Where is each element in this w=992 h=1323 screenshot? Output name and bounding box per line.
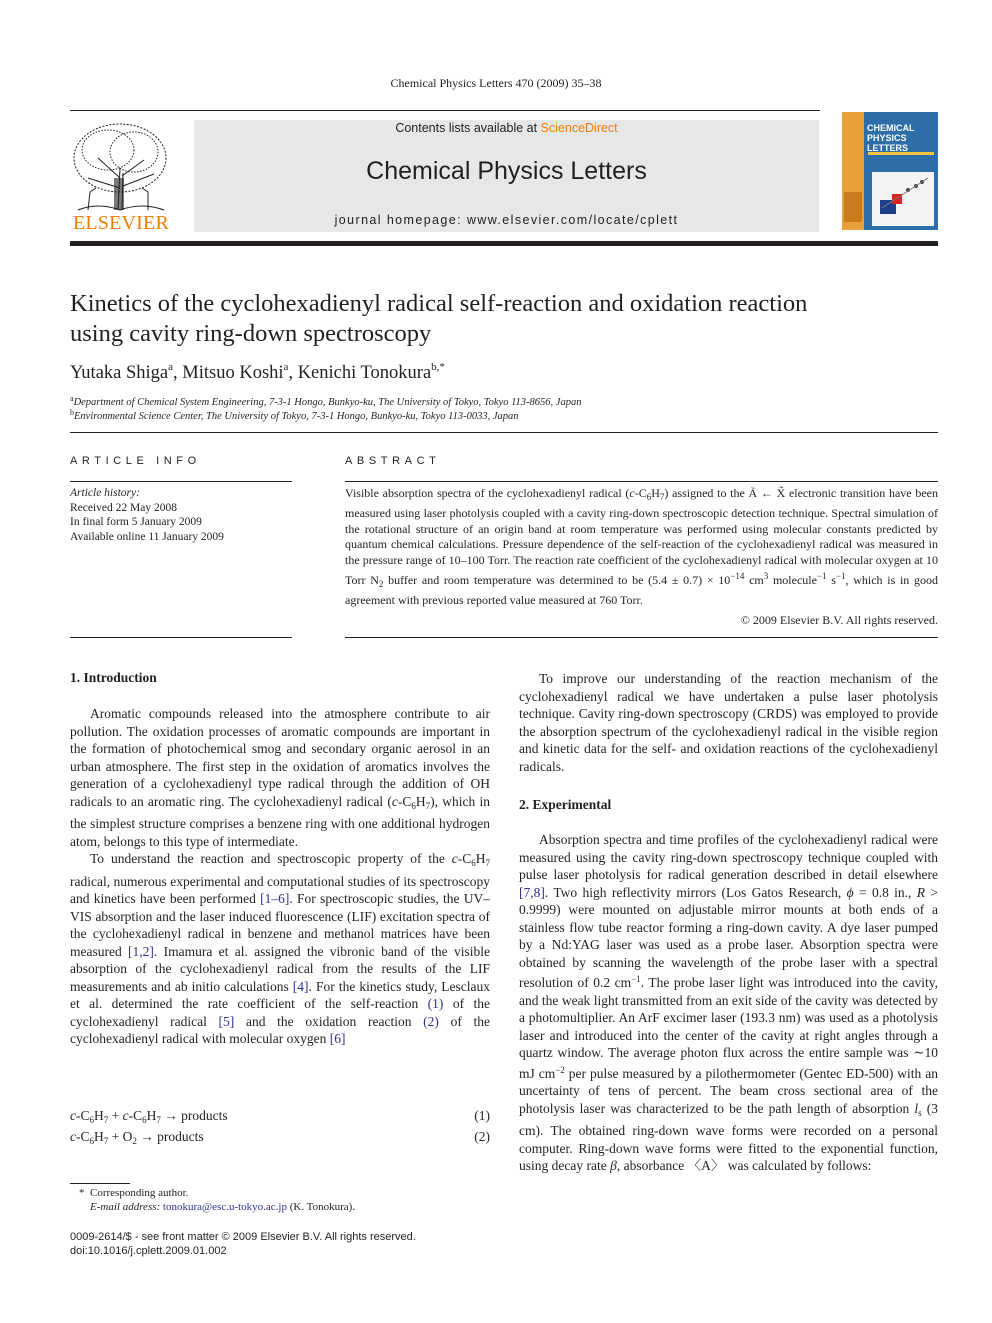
online-date: Available online 11 January 2009 <box>70 530 224 543</box>
citation-link[interactable]: [1,2] <box>128 943 154 959</box>
equation-number: (2) <box>474 1129 490 1144</box>
abstract-part: ) assigned to the Ã ← X̃ electronic transition have been measured using laser photolysis coupled with a cavity ring-down spectroscopic detection technique. Spectral simulation of the rotational structure of an origin band at room temperature was performed using molecular constants predicted by quantum chemical calculations. Pressure dependence of the self-reaction of the cyclohexadienyl radical was measured in the pressure range of 10–100 Torr. The reaction rate coefficient of the cyclohexadienyl radical with molecular oxygen at 10 Torr N <box>345 486 938 587</box>
text-run: > 0.9999) were mounted on adjustable mirror mounts at both ends of a stainless flow tube reactor forming a ring-down cavity. A dye laser pumped by a Nd:YAG laser was used as a probe laser. Absorption spectra were obtained by scanning the wavelength of the probe laser with a spectral resolution of 0.2 cm <box>519 884 938 990</box>
abstract-part: buffer and room temperature was determined to be (5.4 ± 0.7) × 10 <box>383 572 731 587</box>
math-sub: s <box>918 1107 922 1118</box>
chem-text: H <box>415 793 426 809</box>
footnote-mark: * <box>79 1187 85 1199</box>
chem-sub: 7 <box>485 858 490 868</box>
eq-term: c <box>70 1108 76 1123</box>
equation-2 <box>70 1129 490 1146</box>
affiliation-text: Environmental Science Center, The University of Tokyo, 7-3-1 Hongo, Bunkyo-ku, Tokyo 113-0033, Japan <box>74 411 519 422</box>
article-title <box>70 289 940 349</box>
chem-text: -C <box>457 851 472 866</box>
citation-link[interactable]: [6] <box>329 1031 346 1046</box>
abstract-part: Visible absorption spectra of the cyclohexadienyl radical ( <box>345 486 630 500</box>
intro-paragraph-3: To improve our understanding of the reaction mechanism of the cyclohexadienyl radical we have undertaken a pulse laser photolysis technique. Cavity ring-down spectroscopy (CRDS) was employed to provide the absorption spectrum of the cyclohexadienyl radical in the visible region and kinetic data for the self- and oxidation reactions of the cyclohexadienyl radicals. <box>519 671 938 774</box>
journal-cover-image <box>842 112 938 230</box>
text-run: . The probe laser light was introduced into the cavity, and the weak light transmitted from an exit side of the cavity was detected by a photomultiplier. An ArF excimer laser (193.3 nm) was used as a photolysis laser and introduced into the center of the cavity at right angles through a quartz window. The average photon flux across the entire sample was ∼10 mJ cm <box>519 975 939 1081</box>
affiliation <box>70 408 940 422</box>
text-run: Aromatic compounds released into the atmosphere contribute to air pollution. The oxidation processes of aromatic compounds are important in the formation of photochemical smog and secondary organic aerosol in an urban atmosphere. The first step in the oxidation of aromatics involves the generation of a cyclohexadienyl type radical through the addition of OH radicals to an aromatic ring. The cyclohexadienyl radical ( <box>70 706 490 809</box>
eq-term: c <box>122 1108 129 1123</box>
footnote-text: Corresponding author. <box>90 1187 189 1199</box>
chem-prefix: c <box>451 851 458 866</box>
abstract-bottom-rule <box>345 637 938 638</box>
citation-link[interactable]: [1–6] <box>260 891 290 906</box>
chem-sub: 7 <box>659 492 665 502</box>
article-history <box>70 486 292 544</box>
text-run: (3 cm). The obtained ring-down wave forms were recorded on a personal computer. Ring-down wave forms were fitted to the exponential function, using decay rate <box>519 1100 939 1173</box>
chem-sub: 6 <box>411 800 416 811</box>
contents-prefix: Contents lists available at <box>395 121 541 135</box>
abstract-heading: ABSTRACT <box>345 455 441 467</box>
section-rule <box>70 432 938 433</box>
article-info-heading: ARTICLE INFO <box>70 455 201 467</box>
equation-link[interactable]: (2) <box>423 1013 439 1029</box>
eq-term: -C <box>128 1108 143 1123</box>
chem-sub: 6 <box>471 858 476 868</box>
text-run: . Imamura et al. assigned the vibronic band of the visible absorption of the cyclohexadienyl radical from the results of the LIF measurements and ab initio calculations <box>70 943 490 994</box>
abstract-part: cm <box>744 572 764 587</box>
journal-citation: Chemical Physics Letters 470 (2009) 35–38 <box>390 76 602 90</box>
exponent: −1 <box>835 570 846 581</box>
author-affil-mark: a <box>283 361 289 373</box>
title-line-2: using cavity ring-down spectroscopy <box>70 320 432 347</box>
affiliation-mark: a <box>70 394 74 403</box>
abstract-part: molecule <box>768 572 817 587</box>
chem-sub: 7 <box>425 800 431 811</box>
chem-prefix: c <box>391 793 398 809</box>
abstract-text: Visible absorption spectra of the cyclohexadienyl radical $(c-C_6H_7)$ assigned to the Ã ← X̃ electronic transition have been measured using laser photolysis coupled with a cavity ring-down spectroscopic detection technique. Spectral simulation of the rotational structure of an origin band at room temperature was performed using molecular constants predicted by quantum chemical calculations. Pressure dependence of the self-reaction of the cyclohexadienyl radical was measured in the pressure range of 10–100 Torr. The reaction rate coefficient of the cyclohexadienyl radical with molecular oxygen at 10 Torr $N_2$ buffer and room temperature was determined to be $(5.4 \pm 0.7) \times 10^{-14}$ $cm^3$ molecule$^{-1}$ $s^{-1}$, which is in good agreement with previous reported value measured at 760 Torr. <box>345 486 939 607</box>
experimental-paragraph <box>519 831 938 1175</box>
exponent: −1 <box>816 570 827 581</box>
eq-term: H <box>94 1129 104 1144</box>
cover-title-line: CHEMICAL <box>867 123 915 133</box>
eq-term: -C <box>76 1129 90 1144</box>
email-link[interactable]: tonokura@esc.u-tokyo.ac.jp <box>162 1201 287 1213</box>
text-run: and the oxidation reaction <box>234 1013 424 1029</box>
author-affil-mark: b,* <box>431 361 445 373</box>
eq-sub: 7 <box>156 1115 161 1125</box>
citation-link[interactable]: [5] <box>218 1013 235 1029</box>
journal-title: Chemical Physics Letters <box>366 157 647 185</box>
exponent: −14 <box>730 570 745 581</box>
eq-term: -C <box>76 1108 90 1123</box>
final-form-date: In final form 5 January 2009 <box>70 516 202 529</box>
exponent: 3 <box>763 570 769 581</box>
eq-sub: 6 <box>142 1115 147 1125</box>
cover-title-line: PHYSICS <box>867 133 907 143</box>
cover-title-line: LETTERS <box>867 143 909 153</box>
chem-text: -C <box>397 793 412 809</box>
right-intro-body <box>519 670 938 775</box>
text-run: Absorption spectra and time profiles of the cyclohexadienyl radical were measured using the cavity ring-down spectroscopy technique coupled with pulse laser photolysis for radical generation described in detail elsewhere <box>519 832 938 882</box>
equation-1 <box>70 1108 490 1125</box>
abstract-part: , which is in good agreement with previous reported value measured at 760 Torr. <box>345 572 939 607</box>
eq-term: → products <box>136 1129 204 1144</box>
math-symbol: β <box>610 1158 617 1173</box>
intro-body <box>70 705 490 1048</box>
eq-sub: 7 <box>103 1136 109 1146</box>
received-date: Received 22 May 2008 <box>70 501 177 514</box>
eq-sub: 6 <box>89 1115 94 1125</box>
header-rule <box>70 110 820 111</box>
chem-text: -C <box>634 486 647 500</box>
affiliation-text: Department of Chemical System Engineering, 7-3-1 Hongo, Bunkyo-ku, The University of Tokyo, Tokyo 113-8656, Japan <box>73 397 582 408</box>
eq-term: + O <box>108 1129 133 1144</box>
eq-term: + <box>108 1108 123 1123</box>
intro-paragraph-1 <box>70 705 490 850</box>
text-run: radical, numerous experimental and computational studies of its spectroscopy and kinetics have been performed <box>70 873 490 906</box>
article-info-bottom-rule <box>70 637 292 638</box>
chem-text: H <box>651 486 660 500</box>
abstract-part: s <box>826 572 836 587</box>
math-symbol: R <box>916 884 926 900</box>
text-run: ), which in the simplest structure comprises a benzene ring with one additional hydrogen atom, belongs to this type of intermediate. <box>70 793 490 849</box>
author-name[interactable]: Yutaka Shiga <box>70 363 169 383</box>
article-info-rule <box>70 481 292 482</box>
chem-sub: 6 <box>646 492 652 502</box>
history-label: Article history: <box>70 487 140 499</box>
text-run: To understand the reaction and spectroscopic property of the <box>90 851 452 866</box>
eq-term: c <box>70 1129 76 1144</box>
corresponding-author-note <box>70 1187 490 1199</box>
eq-sub: 7 <box>103 1115 109 1125</box>
header-thick-rule <box>70 241 938 246</box>
exponent: −2 <box>555 1064 565 1075</box>
elsevier-wordmark: ELSEVIER <box>72 212 170 234</box>
email-note <box>70 1201 490 1213</box>
intro-paragraph-2 <box>70 850 490 1048</box>
section-heading-introduction: 1. Introduction <box>70 670 157 685</box>
text-run: . For spectroscopic studies, the UV–VIS absorption and the laser induced fluorescence (LIF) excitation spectra of the cyclohexadienyl radical in benzene and methanol matrices have been measured <box>70 891 491 959</box>
title-line-1: Kinetics of the cyclohexadienyl radical self-reaction and oxidation reaction <box>70 290 808 317</box>
text-run: per pulse measured by a pilothermometer (Gentec ED-500) with an uncertainty of tens of percent. The beam cross sectional area of the photolysis laser was characterized to be the path length of absorption <box>519 1065 939 1116</box>
author-list: Yutaka Shiga$^a$, Mitsuo Koshi$^a$, Kenichi Tonokura$^{b,*}$ <box>70 361 445 383</box>
contents-line <box>194 121 819 135</box>
author-name[interactable]: Kenichi Tonokura <box>297 363 432 383</box>
chem-text: H <box>475 851 486 866</box>
text-run: . For the kinetics study, Lesclaux et al. determined the rate coefficient of the self-reaction <box>70 978 490 1011</box>
affiliation <box>70 394 940 408</box>
citation-link[interactable]: [7,8] <box>519 884 545 900</box>
text-run: , absorbance 〈A〉 was calculated by follows: <box>616 1158 872 1173</box>
eq-term: H <box>94 1108 104 1123</box>
cover-title <box>867 123 937 153</box>
exponent: −1 <box>631 974 641 984</box>
author-name[interactable]: Mitsuo Koshi <box>182 363 284 383</box>
sciencedirect-link[interactable]: ScienceDirect <box>540 121 618 135</box>
section-heading-experimental: 2. Experimental <box>519 797 612 812</box>
citation-link[interactable]: [4] <box>292 978 309 994</box>
email-label: E-mail address: <box>90 1201 163 1213</box>
footnote-rule <box>70 1183 130 1184</box>
email-suffix: (K. Tonokura). <box>287 1201 356 1213</box>
abstract-copyright: © 2009 Elsevier B.V. All rights reserved. <box>740 613 938 627</box>
text-run: of the cyclohexadienyl radical <box>70 996 490 1029</box>
eq-sub: 2 <box>132 1136 137 1146</box>
text-run: . Two high reflectivity mirrors (Los Gatos Research, <box>544 884 847 900</box>
author-affil-mark: a <box>168 361 174 373</box>
eq-term: → products <box>160 1108 228 1123</box>
doi-link[interactable]: doi:10.1016/j.cplett.2009.01.002 <box>70 1245 227 1257</box>
math-symbol: ϕ <box>846 884 854 900</box>
abstract-rule <box>345 481 938 482</box>
experimental-body <box>519 831 938 1175</box>
equation-number: (1) <box>474 1108 490 1123</box>
eq-sub: 6 <box>89 1136 94 1146</box>
affiliation-mark: b <box>70 408 74 417</box>
eq-term: H <box>146 1108 157 1123</box>
equation-link[interactable]: (1) <box>427 996 444 1011</box>
chem-prefix: c <box>629 486 635 500</box>
issn-line: 0009-2614/$ - see front matter © 2009 Elsevier B.V. All rights reserved. <box>70 1231 416 1243</box>
journal-homepage-link[interactable]: journal homepage: www.elsevier.com/locate/cplett <box>334 213 679 227</box>
text-run: of the cyclohexadienyl radical with molecular oxygen <box>70 1013 491 1046</box>
math-symbol: l <box>914 1100 919 1116</box>
text-run: = 0.8 in., <box>853 884 917 900</box>
